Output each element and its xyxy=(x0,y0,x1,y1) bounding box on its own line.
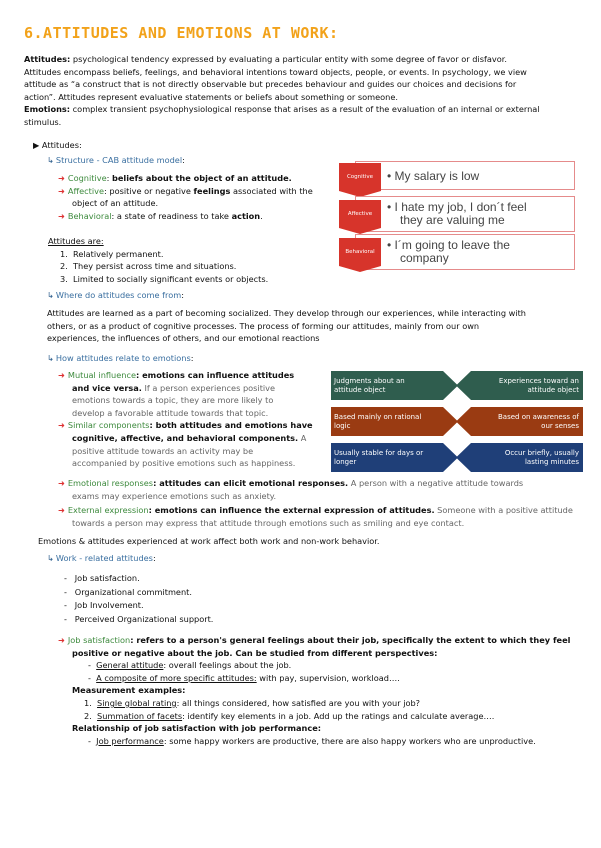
come-from-heading: ↳ Where do attitudes come from: xyxy=(47,290,184,300)
relate-heading: ↳ How attitudes relate to emotions: xyxy=(47,353,194,363)
cab-tag-affective: Affective xyxy=(339,200,381,228)
cab-heading: ↳ Structure - CAB attitude model: xyxy=(47,155,185,165)
attitudes-label: Attitudes: xyxy=(24,54,71,64)
emotions-definition: complex transient psychophysiological response that arises as a result of the evaluation of an internal or external xyxy=(70,104,540,115)
return-arrow-icon: ↳ xyxy=(47,290,54,300)
attitudes-are-section xyxy=(48,235,268,285)
relationship-heading: Relationship of job satisfaction with job performance: xyxy=(72,723,322,734)
arrow-icon: ➜ xyxy=(58,370,65,380)
right-label-1: Experiences toward an attitude object xyxy=(498,376,579,394)
intro-line: attitude as “a construct that is not directly observable but precedes behaviour and guides our choices and decisions for xyxy=(24,79,517,90)
work-list xyxy=(64,572,213,625)
return-arrow-icon: ↳ xyxy=(47,353,54,363)
mutual-influence: ➜ Mutual influence: emotions can influence attitudes xyxy=(58,370,295,380)
attitudes-toggle[interactable] xyxy=(33,139,82,152)
relate-list-2: ➜ Emotional responses: attitudes can elicit emotional responses. A person with a negative attitude towards exams may experience emotions such as anxiety. ➜ External expression: emotions can influence the external expression of attitudes. Someone with a positive attitude towards a person may express that attitude through emotions such as smiling and eye contact. xyxy=(58,477,593,529)
arrow-icon: ➜ xyxy=(58,185,65,196)
intro-line: action”. Attitudes represent evaluative statements or beliefs about something or someone. xyxy=(24,91,399,102)
external-expression: ➜ External expression: emotions can influence the external expression of attitudes. Someone with a positive attitude xyxy=(58,505,573,516)
cab-tag-cognitive: Cognitive xyxy=(339,163,381,191)
return-arrow-icon: ↳ xyxy=(47,553,54,563)
right-label-3: Occur briefly, usually lasting minutes xyxy=(504,448,579,466)
intro-section xyxy=(24,53,584,129)
left-label-3: Usually stable for days or longer xyxy=(334,448,424,466)
list-item: 1. Single global rating: all things considered, how satisfied are you with your job? xyxy=(84,697,421,708)
relate-list: ➜ Mutual influence: emotions can influence attitudes and vice versa. If a person experiences positive emotions towards a topic, they are more likely to develop a favorable attitude towards that topic. ➜ Similar components: both attitudes and emotions have cognitive, affective, and behavioral components. A positive attitude towards an activity may be accompanied by positive emotions such as happiness. xyxy=(58,369,333,470)
cab-behavioral: ➜ Behavioral: a state of readiness to take action. xyxy=(58,210,263,221)
left-label-2: Based mainly on rational logic xyxy=(334,412,422,430)
cab-text-affective: • I hate my job, I don´t feel they are valuing me xyxy=(387,200,527,227)
arrow-icon: ➜ xyxy=(58,478,65,488)
right-label-2: Based on awareness of our senses xyxy=(497,412,579,430)
return-arrow-icon: ↳ xyxy=(47,155,54,165)
left-label-1: Judgments about an attitude object xyxy=(334,376,405,394)
job-satisfaction-section: ➜ Job satisfaction: refers to a person's general feelings about their job, specifically the extent to which they feel positive or negative about the job. Can be studied from different perspectives: - General attitude: overall feelings about the job. - A composite of more specific attitudes: with pay, supervision, workload…. Measurement examples: 1. Single global rating: all things considered, how satisfied are you with your job? 2. Summation of facets: identify key elements in a job. Add up the ratings and calculate average…. Relationship of job satisfaction with job performance: - Job performance: some happy workers are productive, there are also happy workers who are unproductive. xyxy=(58,634,593,747)
arrow-icon: ➜ xyxy=(58,635,65,645)
cab-text-behavioral: • I´m going to leave the company xyxy=(387,238,510,265)
job-sat-definition: ➜ Job satisfaction: refers to a person's general feelings about their job, specifically the extent to which they feel xyxy=(58,635,571,645)
cab-affective-cont: object of an attitude. xyxy=(72,198,159,209)
list-item: 2. Summation of facets: identify key elements in a job. Add up the ratings and calculate average…. xyxy=(84,710,495,721)
list-item: 3. Limited to socially significant events or objects. xyxy=(60,273,269,284)
arrow-icon: ➜ xyxy=(58,210,65,221)
job-performance: - Job performance: some happy workers are productive, there are also happy workers who are unproductive. xyxy=(88,735,536,746)
similar-components: ➜ Similar components: both attitudes and emotions have xyxy=(58,420,313,431)
list-item: - Perceived Organizational support. xyxy=(64,613,214,624)
page-title: 6.ATTITUDES AND EMOTIONS AT WORK: xyxy=(24,24,339,42)
attitudes-definition: psychological tendency expressed by evaluating a particular entity with some degree of favor or disfavor. xyxy=(70,54,507,64)
cab-affective: ➜ Affective: positive or negative feelings associated with the xyxy=(58,185,313,196)
both-behavior-text: Emotions & attitudes experienced at work affect both work and non-work behavior. xyxy=(38,536,380,546)
arrow-icon: ➜ xyxy=(58,173,65,183)
emotions-label: Emotions: xyxy=(24,104,71,115)
cab-list xyxy=(58,172,343,222)
list-item: 2. They persist across time and situations. xyxy=(60,261,237,272)
cab-cognitive: ➜ Cognitive: beliefs about the object of an attitude. xyxy=(58,173,292,183)
cab-tag-behavioral: Behavioral xyxy=(339,238,381,266)
list-item: - Organizational commitment. xyxy=(64,586,192,597)
triangle-icon: ▶ xyxy=(33,140,40,150)
general-attitude: - General attitude: overall feelings about the job. xyxy=(88,660,292,671)
work-heading: ↳ Work - related attitudes: xyxy=(47,553,156,563)
intro-line: Attitudes encompass beliefs, feelings, and behavioral intentions toward objects, people, or events. In psychology, we view xyxy=(24,66,527,77)
cab-text-cognitive: • My salary is low xyxy=(387,169,480,183)
intro-line: stimulus. xyxy=(24,116,62,127)
come-from-text: Attitudes are learned as a part of becoming socialized. They develop through our experiences, while interacting with others, or as a product of cognitive processes. The process of forming our attitudes, mainly from our own experiences, the influences of others, and our emotional reactions xyxy=(47,308,526,344)
emotional-responses: ➜ Emotional responses: attitudes can elicit emotional responses. A person with a negative attitude towards xyxy=(58,478,524,488)
attitudes-heading: Attitudes: xyxy=(41,140,82,150)
list-item: 1. Relatively permanent. xyxy=(60,248,164,259)
list-item: - Job satisfaction. xyxy=(64,573,140,583)
composite-attitude: - A composite of more specific attitudes: with pay, supervision, workload…. xyxy=(88,672,400,683)
arrow-icon: ➜ xyxy=(58,420,65,431)
measurement-heading: Measurement examples: xyxy=(72,685,186,696)
list-item: - Job Involvement. xyxy=(64,600,144,611)
arrow-icon: ➜ xyxy=(58,505,65,516)
attitudes-are-heading: Attitudes are: xyxy=(48,236,104,246)
